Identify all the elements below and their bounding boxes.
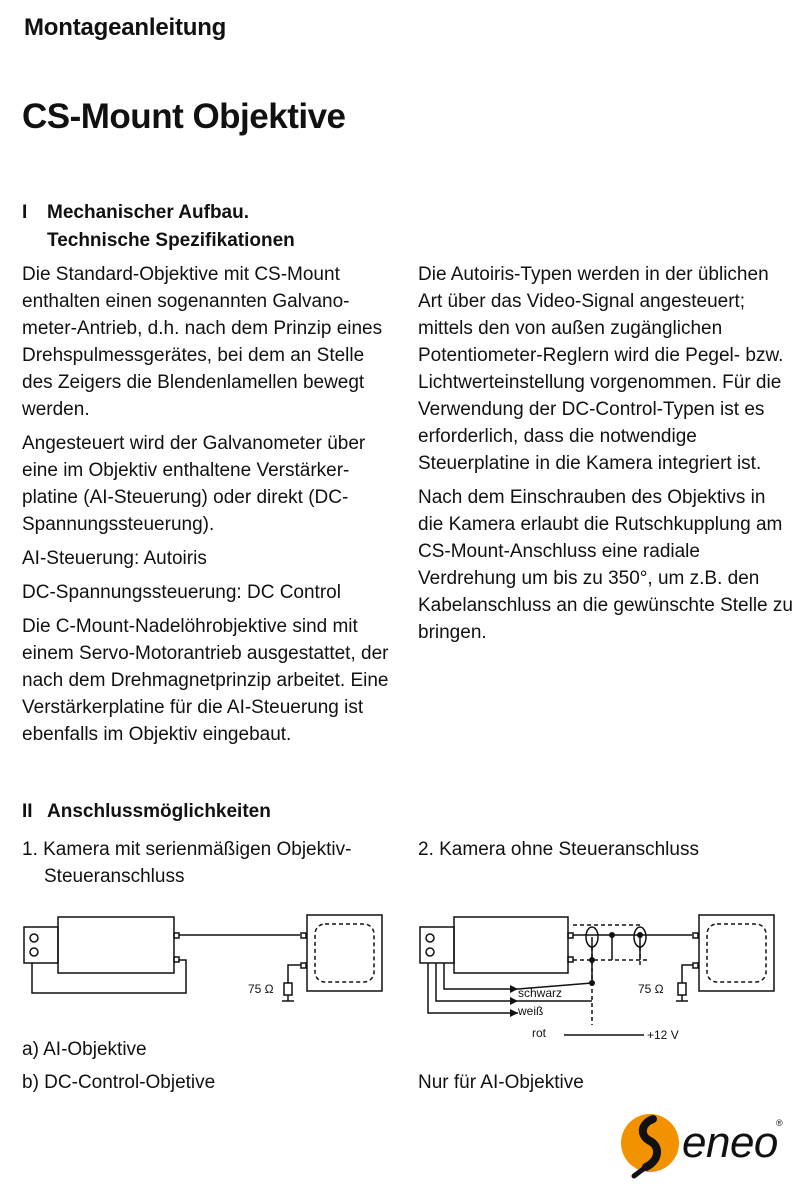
eneo-logo-mark	[620, 1110, 680, 1180]
lens-body	[454, 917, 568, 973]
section-1-left-column	[22, 261, 397, 755]
paragraph: DC-Spannungssteuerung: DC Control	[22, 582, 341, 603]
wiring-diagram-2	[414, 905, 799, 1040]
section-1-heading	[22, 199, 295, 255]
resistor-label-2: 75 Ω	[638, 982, 664, 996]
section-1-right-column	[418, 261, 793, 653]
diagram-2-note: Nur für AI-Objektive	[418, 1072, 584, 1093]
connector-terminal	[426, 948, 434, 956]
diagram-2-caption: 2. Kamera ohne Steueranschluss	[418, 839, 699, 860]
section-1-heading-line2: Technische Spezifikationen	[47, 230, 295, 251]
section-2-heading-text: Anschlussmöglichkeiten	[47, 801, 271, 822]
section-1-number: I	[22, 202, 28, 223]
diagram-1-note-a: a) AI-Objektive	[22, 1039, 147, 1060]
voltage-label: +12 V	[647, 1028, 679, 1040]
document-type: Montageanleitung	[24, 14, 227, 41]
paragraph: Die Autoiris-Typen werden in der üblichen Art über das Video-Signal angesteuert; mittels den von außen zugänglichen Potentiometer-Reglern wird die Pegel- bzw. Lichtwerteinstellung vorgenommen. Für die Verwendung der DC-Control-Typen ist es erforderlich, dass die notwendige Steuerplatine in die Kamera integriert ist.	[418, 264, 784, 474]
eneo-logo	[620, 1110, 790, 1180]
diagram-1-caption-line2: Steueranschluss	[44, 866, 185, 887]
camera-screen	[707, 924, 766, 982]
paragraph: AI-Steuerung: Autoiris	[22, 548, 207, 569]
lens-body	[58, 917, 174, 973]
paragraph: Nach dem Einschrauben des Objektivs in die Kamera erlaubt die Rutschkupplung am CS-Mount-Anschluss eine radiale Verdrehung um bis zu 350°, um z.B. den Kabelanschluss an die gewünschte Stelle zu bringen.	[418, 487, 793, 643]
resistor	[678, 983, 686, 995]
section-1-heading-line1: Mechanischer Aufbau.	[47, 202, 250, 223]
wire-label-black: schwarz	[518, 986, 563, 1000]
section-2-number: II	[22, 801, 33, 822]
wiring-diagram-1	[18, 905, 398, 1010]
paragraph: Die Standard-Objektive mit CS-Mount enthalten einen sogenannten Galvano-meter-Antrieb, d.h. nach dem Prinzip eines Drehspulmessgerätes, bei dem an Stelle des Zeigers die Blendenlamellen bewegt werden.	[22, 264, 383, 420]
wire-label-red: rot	[532, 1026, 547, 1040]
section-2-heading	[22, 798, 271, 826]
paragraph: Die C-Mount-Nadelöhrobjektive sind mit einem Servo-Motorantrieb ausgestattet, der nach dem Drehmagnetprinzip arbeitet. Eine Verstärkerplatine für die AI-Steuerung ist ebenfalls im Objektiv eingebaut.	[22, 616, 389, 745]
connector-terminal	[30, 934, 38, 942]
connector-terminal	[426, 934, 434, 942]
lens-connector-block	[24, 927, 58, 963]
page-title: CS-Mount Objektive	[22, 97, 346, 136]
wire-label-white: weiß	[518, 1004, 544, 1018]
lens-connector-block	[420, 927, 454, 963]
camera-screen	[315, 924, 374, 982]
resistor-label-1: 75 Ω	[248, 982, 274, 996]
paragraph: Angesteuert wird der Galvanometer über eine im Objektiv enthaltene Verstärker-platine (AI-Steuerung) oder direkt (DC-Spannungssteuerung).	[22, 433, 366, 535]
registered-mark: ®	[776, 1118, 783, 1128]
diagram-1-note-b: b) DC-Control-Objetive	[22, 1072, 216, 1093]
logo-wordmark: eneo	[682, 1118, 778, 1167]
diagram-1-caption	[22, 836, 402, 890]
resistor	[284, 983, 292, 995]
connector-terminal	[30, 948, 38, 956]
diagram-1-caption-line1: 1. Kamera mit serienmäßigen Objektiv-	[22, 839, 352, 860]
